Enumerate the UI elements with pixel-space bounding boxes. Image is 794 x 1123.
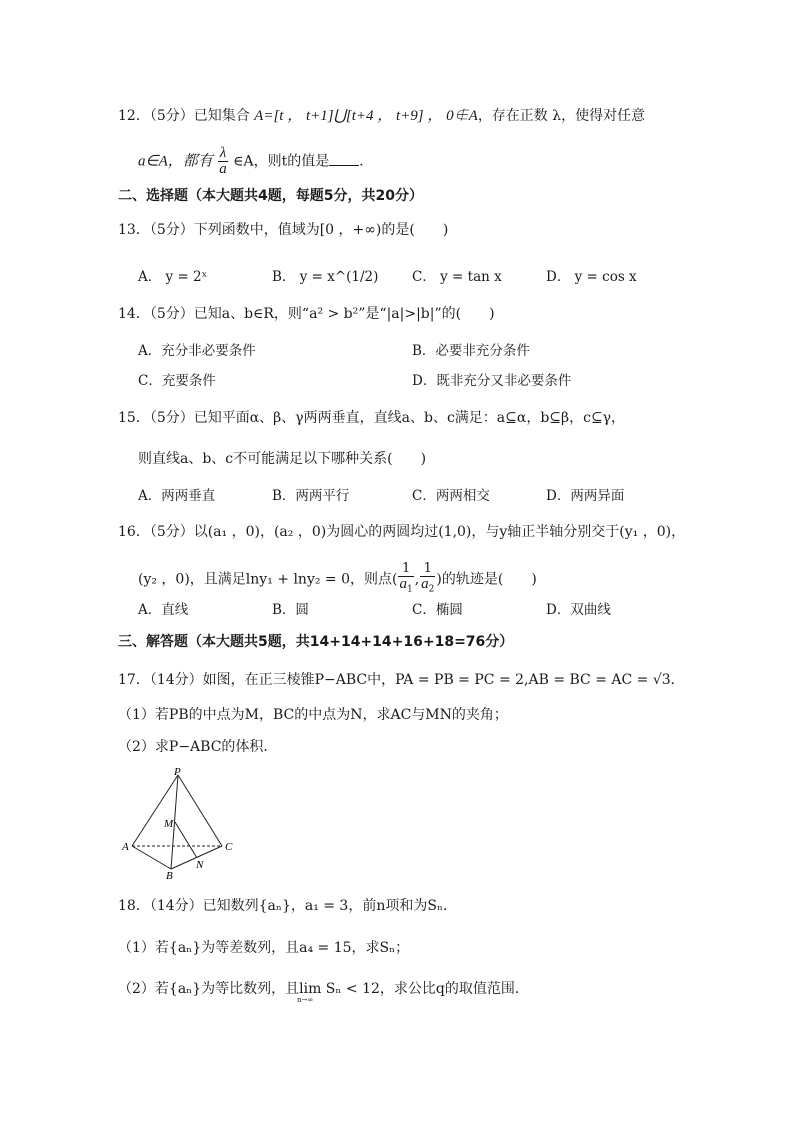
q12-line2 xyxy=(138,146,373,177)
q15-stem2: 则直线a、b、c不可能满足以下哪种关系( ) xyxy=(138,451,427,467)
q12-line2-end: ． xyxy=(359,153,374,170)
section2-heading: 二、选择题（本大题共4题，每题5分，共20分） xyxy=(118,188,423,204)
pyramid-figure xyxy=(118,765,238,880)
q16-stem2-suffix: )的轨迹是( ) xyxy=(436,571,537,588)
label-m: M xyxy=(164,818,174,830)
q13-option-d[interactable]: D． y = cos x xyxy=(546,269,637,285)
q13-option-a[interactable]: A． y = 2ˣ xyxy=(138,269,208,285)
section3-heading: 三、解答题（本大题共5题，共14+14+14+16+18=76分） xyxy=(118,634,514,650)
q14-option-d[interactable]: D．既非充分又非必要条件 xyxy=(412,373,572,389)
q14-option-c[interactable]: C．充要条件 xyxy=(138,373,216,389)
q14-stem: 14．（5分）已知a、b∈R，则“a² > b²”是“|a|>|b|”的( ) xyxy=(118,306,495,322)
q16-option-b[interactable]: B．圆 xyxy=(272,602,309,618)
q15-option-a[interactable]: A．两两垂直 xyxy=(138,488,216,504)
q13-option-c[interactable]: C． y = tan x xyxy=(412,269,502,285)
q16-option-a[interactable]: A．直线 xyxy=(138,602,189,618)
q12-set: A=[t ， t+1]⋃[t+4 ， t+9] ， 0∉A xyxy=(254,108,478,124)
q12-text: 12．（5分）已知集合 xyxy=(118,108,255,124)
q15-option-b[interactable]: B．两两平行 xyxy=(272,488,350,504)
q16-option-c[interactable]: C．椭圆 xyxy=(412,602,463,618)
q13-option-b[interactable]: B． y = x^(1/2) xyxy=(272,269,379,285)
q12-frac-den: a xyxy=(219,161,227,177)
q18-stem: 18．（14分）已知数列{aₙ}，a₁ = 3，前n项和为Sₙ． xyxy=(118,898,458,914)
q17-part1: （1）若PB的中点为M，BC的中点为N，求AC与MN的夹角； xyxy=(118,707,508,723)
label-n: N xyxy=(196,859,204,871)
edge-ab xyxy=(132,846,171,869)
q12-fraction xyxy=(218,146,228,177)
label-p: P xyxy=(174,766,181,778)
q17-stem: 17．（14分）如图，在正三棱锥P−ABC中，PA = PB = PC = 2,AB = BC = AC = √3． xyxy=(118,672,685,688)
q12-frac-num: λ xyxy=(219,145,227,161)
q15-stem: 15．（5分）已知平面α、β、γ两两垂直，直线a、b、c满足：a⊆α，b⊆β，c⊆γ， xyxy=(118,410,626,426)
edge-pc xyxy=(178,775,222,846)
q16-stem2: (y₂ ，0)，且满足lny₁ + lny₂ = 0，则点( $\frac{1}{a_1}$ , $\frac{1}{a_2}$ )的轨迹是( ) xyxy=(138,561,537,595)
q16-frac-1: $\frac{1}{a_1}$ xyxy=(399,561,413,595)
q16-stem: 16．（5分）以(a₁ ，0)，(a₂ ，0)为圆心的两圆均过(1,0)，与y轴正半轴分别交于(y₁ ，0)， xyxy=(118,524,686,540)
q14-option-a[interactable]: A．充分非必要条件 xyxy=(138,343,256,359)
segment-mn xyxy=(175,822,197,858)
q14-option-b[interactable]: B．必要非充分条件 xyxy=(412,343,530,359)
q13-stem: 13．（5分）下列函数中，值域为[0 ，+∞)的是( ) xyxy=(118,222,449,238)
q16-stem2-prefix: (y₂ ，0)，且满足lny₁ + lny₂ = 0，则点( xyxy=(138,571,398,588)
label-a: A xyxy=(122,841,129,853)
label-c: C xyxy=(225,841,233,853)
edge-pa xyxy=(132,775,178,846)
q12-line2-mid: ∈A，则t的值是 xyxy=(233,153,330,170)
q18-part1: （1）若{aₙ}为等差数列，且a₄ = 15，求Sₙ； xyxy=(118,940,410,956)
lim-subscript: n→∞ xyxy=(297,996,314,1004)
q12-text-end: ，存在正数 λ，使得对任意 xyxy=(477,108,646,124)
answer-blank[interactable] xyxy=(329,151,359,166)
q12-line1 xyxy=(118,106,645,126)
q15-option-d[interactable]: D．两两异面 xyxy=(546,488,625,504)
label-b: B xyxy=(166,870,173,880)
q12-line2-prefix: a∈A，都有 xyxy=(138,153,213,170)
q16-frac-2: $\frac{1}{a_2}$ xyxy=(421,561,435,595)
q15-option-c[interactable]: C．两两相交 xyxy=(412,488,490,504)
q17-part2: （2）求P−ABC的体积． xyxy=(118,739,278,755)
q18-part2: （2）若{aₙ}为等比数列，且lim Sₙ < 12，求公比q的取值范围． xyxy=(118,981,529,997)
q16-option-d[interactable]: D．双曲线 xyxy=(546,602,611,618)
